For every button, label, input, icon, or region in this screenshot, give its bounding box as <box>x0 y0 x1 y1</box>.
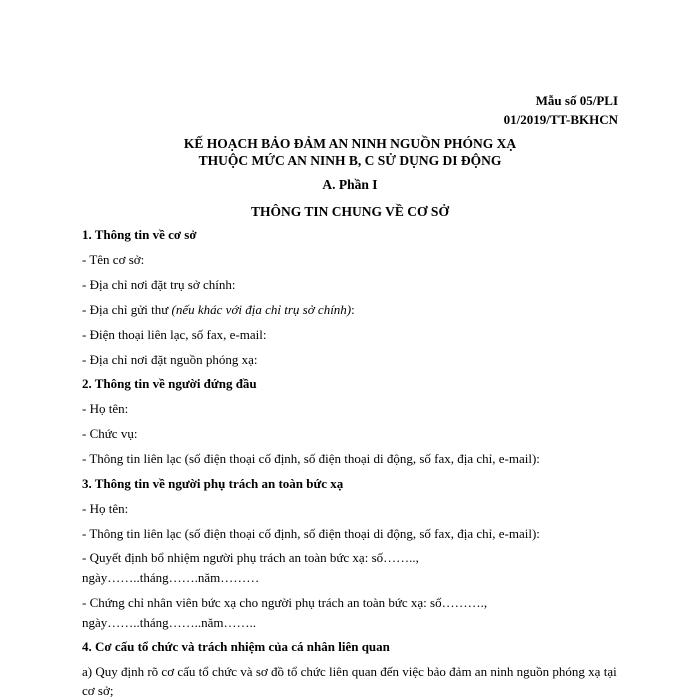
part-label: A. Phần I <box>322 177 378 192</box>
mail-suffix: : <box>351 302 355 317</box>
facility-address: - Địa chỉ nơi đặt trụ sở chính: <box>82 277 236 292</box>
rso-decision-line2: ngày……..tháng…….năm……… <box>82 570 260 585</box>
rso-decision-line1: - Quyết định bổ nhiệm người phụ trách an toàn bức xạ: số…….., <box>82 550 419 565</box>
facility-mail-address <box>82 302 355 318</box>
heading-rso-info: 3. Thông tin về người phụ trách an toàn bức xạ <box>82 476 344 491</box>
form-number-line2: 01/2019/TT-BKHCN <box>503 112 618 127</box>
section-title: THÔNG TIN CHUNG VỀ CƠ SỞ <box>251 204 449 219</box>
mail-note: (nếu khác với địa chỉ trụ sở chính) <box>171 302 352 317</box>
document-title-line1: KẾ HOẠCH BẢO ĐẢM AN NINH NGUỒN PHÓNG XẠ <box>183 136 517 151</box>
organization-item-a: a) Quy định rõ cơ cấu tổ chức và sơ đồ tổ chức liên quan đến việc bảo đảm an ninh nguồn phóng xạ tại cơ sở; <box>82 664 617 698</box>
rso-certificate-line1: - Chứng chỉ nhân viên bức xạ cho người phụ trách an toàn bức xạ: số………., <box>82 595 488 610</box>
mail-prefix: - Địa chỉ gửi thư <box>82 302 172 317</box>
document-title-line2: THUỘC MỨC AN NINH B, C SỬ DỤNG DI ĐỘNG <box>198 153 502 168</box>
facility-contact: - Điện thoại liên lạc, số fax, e-mail: <box>82 327 267 342</box>
heading-head-info: 2. Thông tin về người đứng đầu <box>82 376 257 391</box>
head-position: - Chức vụ: <box>82 426 138 441</box>
form-number-line1: Mẫu số 05/PLI <box>535 93 618 108</box>
facility-name: - Tên cơ sở: <box>82 252 145 267</box>
form-number <box>504 91 618 129</box>
heading-organization: 4. Cơ cấu tổ chức và trách nhiệm của cá nhân liên quan <box>82 639 390 654</box>
source-location: - Địa chỉ nơi đặt nguồn phóng xạ: <box>82 352 258 367</box>
rso-certificate-line2: ngày……..tháng……..năm…….. <box>82 615 257 630</box>
rso-fullname: - Họ tên: <box>82 501 129 516</box>
heading-facility-info: 1. Thông tin về cơ sở <box>82 227 197 242</box>
rso-contact: - Thông tin liên lạc (số điện thoại cố định, số điện thoại di động, số fax, địa chỉ, e-mail): <box>82 526 540 541</box>
head-contact: - Thông tin liên lạc (số điện thoại cố định, số điện thoại di động, số fax, địa chỉ, e-mail): <box>82 451 540 466</box>
head-fullname: - Họ tên: <box>82 401 129 416</box>
